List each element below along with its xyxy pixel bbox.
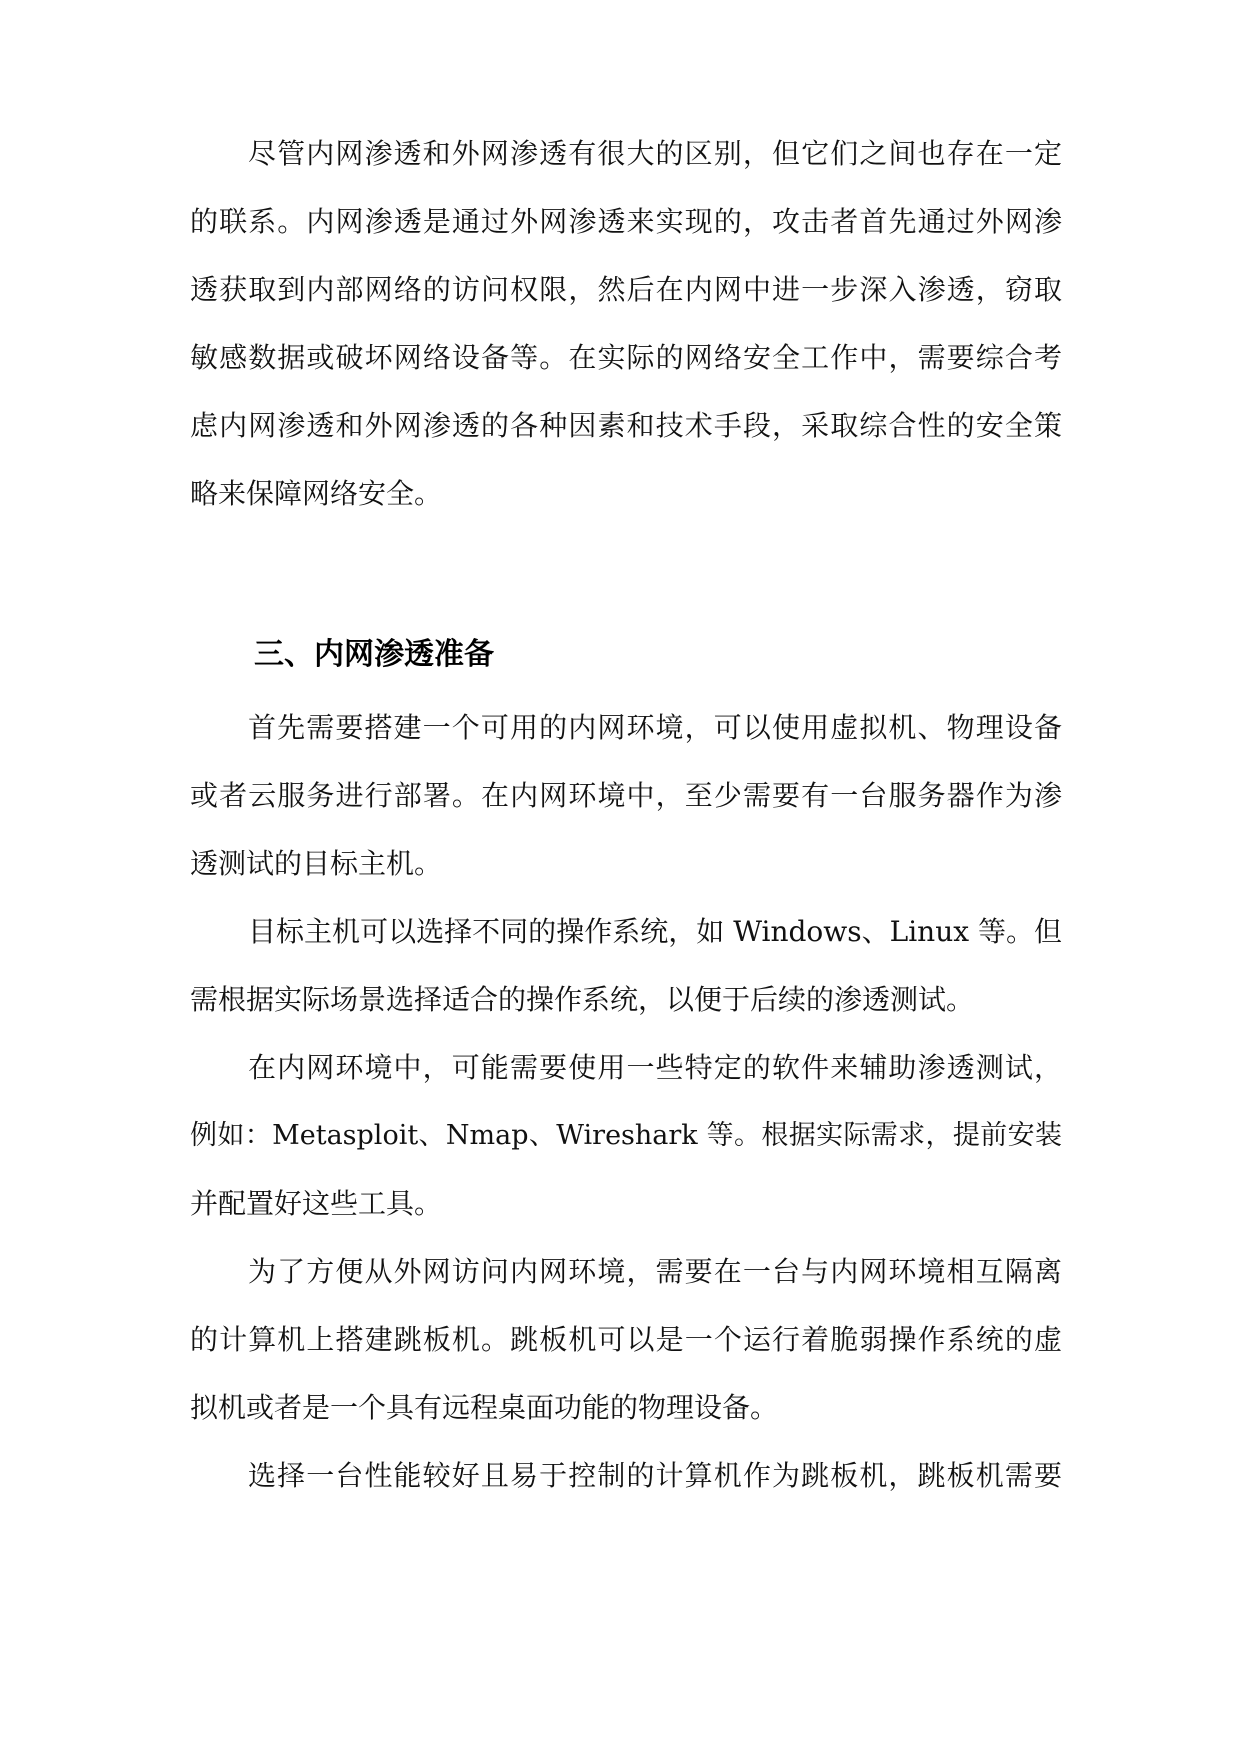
paragraph-line: 例如：Metasploit、Nmap、Wireshark 等。根据实际需求，提前安装 xyxy=(190,1120,1062,1151)
paragraph-line: 的联系。内网渗透是通过外网渗透来实现的，攻击者首先通过外网渗 xyxy=(190,205,1062,238)
paragraph-line: 略来保障网络安全。 xyxy=(190,477,443,510)
paragraph-line: 拟机或者是一个具有远程桌面功能的物理设备。 xyxy=(190,1391,779,1424)
paragraph-line: 首先需要搭建一个可用的内网环境，可以使用虚拟机、物理设备 xyxy=(248,711,1062,744)
paragraph-line: 透获取到内部网络的访问权限，然后在内网中进一步深入渗透，窃取 xyxy=(190,273,1062,306)
paragraph-line: 需根据实际场景选择适合的操作系统，以便于后续的渗透测试。 xyxy=(190,983,975,1016)
paragraph-line: 的计算机上搭建跳板机。跳板机可以是一个运行着脆弱操作系统的虚 xyxy=(190,1323,1062,1356)
paragraph-line: 选择一台性能较好且易于控制的计算机作为跳板机，跳板机需要 xyxy=(248,1459,1062,1492)
paragraph-line: 为了方便从外网访问内网环境，需要在一台与内网环境相互隔离 xyxy=(248,1255,1062,1288)
paragraph-line: 在内网环境中，可能需要使用一些特定的软件来辅助渗透测试， xyxy=(248,1051,1062,1084)
paragraph-line: 或者云服务进行部署。在内网环境中，至少需要有一台服务器作为渗 xyxy=(190,779,1062,812)
section-heading: 三、内网渗透准备 xyxy=(254,637,494,672)
paragraph-line: 尽管内网渗透和外网渗透有很大的区别，但它们之间也存在一定 xyxy=(248,137,1062,170)
paragraph-line: 并配置好这些工具。 xyxy=(190,1187,443,1220)
paragraph-line: 目标主机可以选择不同的操作系统，如 Windows、Linux 等。但 xyxy=(248,915,1062,948)
paragraph-line: 透测试的目标主机。 xyxy=(190,847,443,880)
paragraph-line: 敏感数据或破坏网络设备等。在实际的网络安全工作中，需要综合考 xyxy=(190,341,1062,374)
paragraph-line: 虑内网渗透和外网渗透的各种因素和技术手段，采取综合性的安全策 xyxy=(190,409,1062,442)
